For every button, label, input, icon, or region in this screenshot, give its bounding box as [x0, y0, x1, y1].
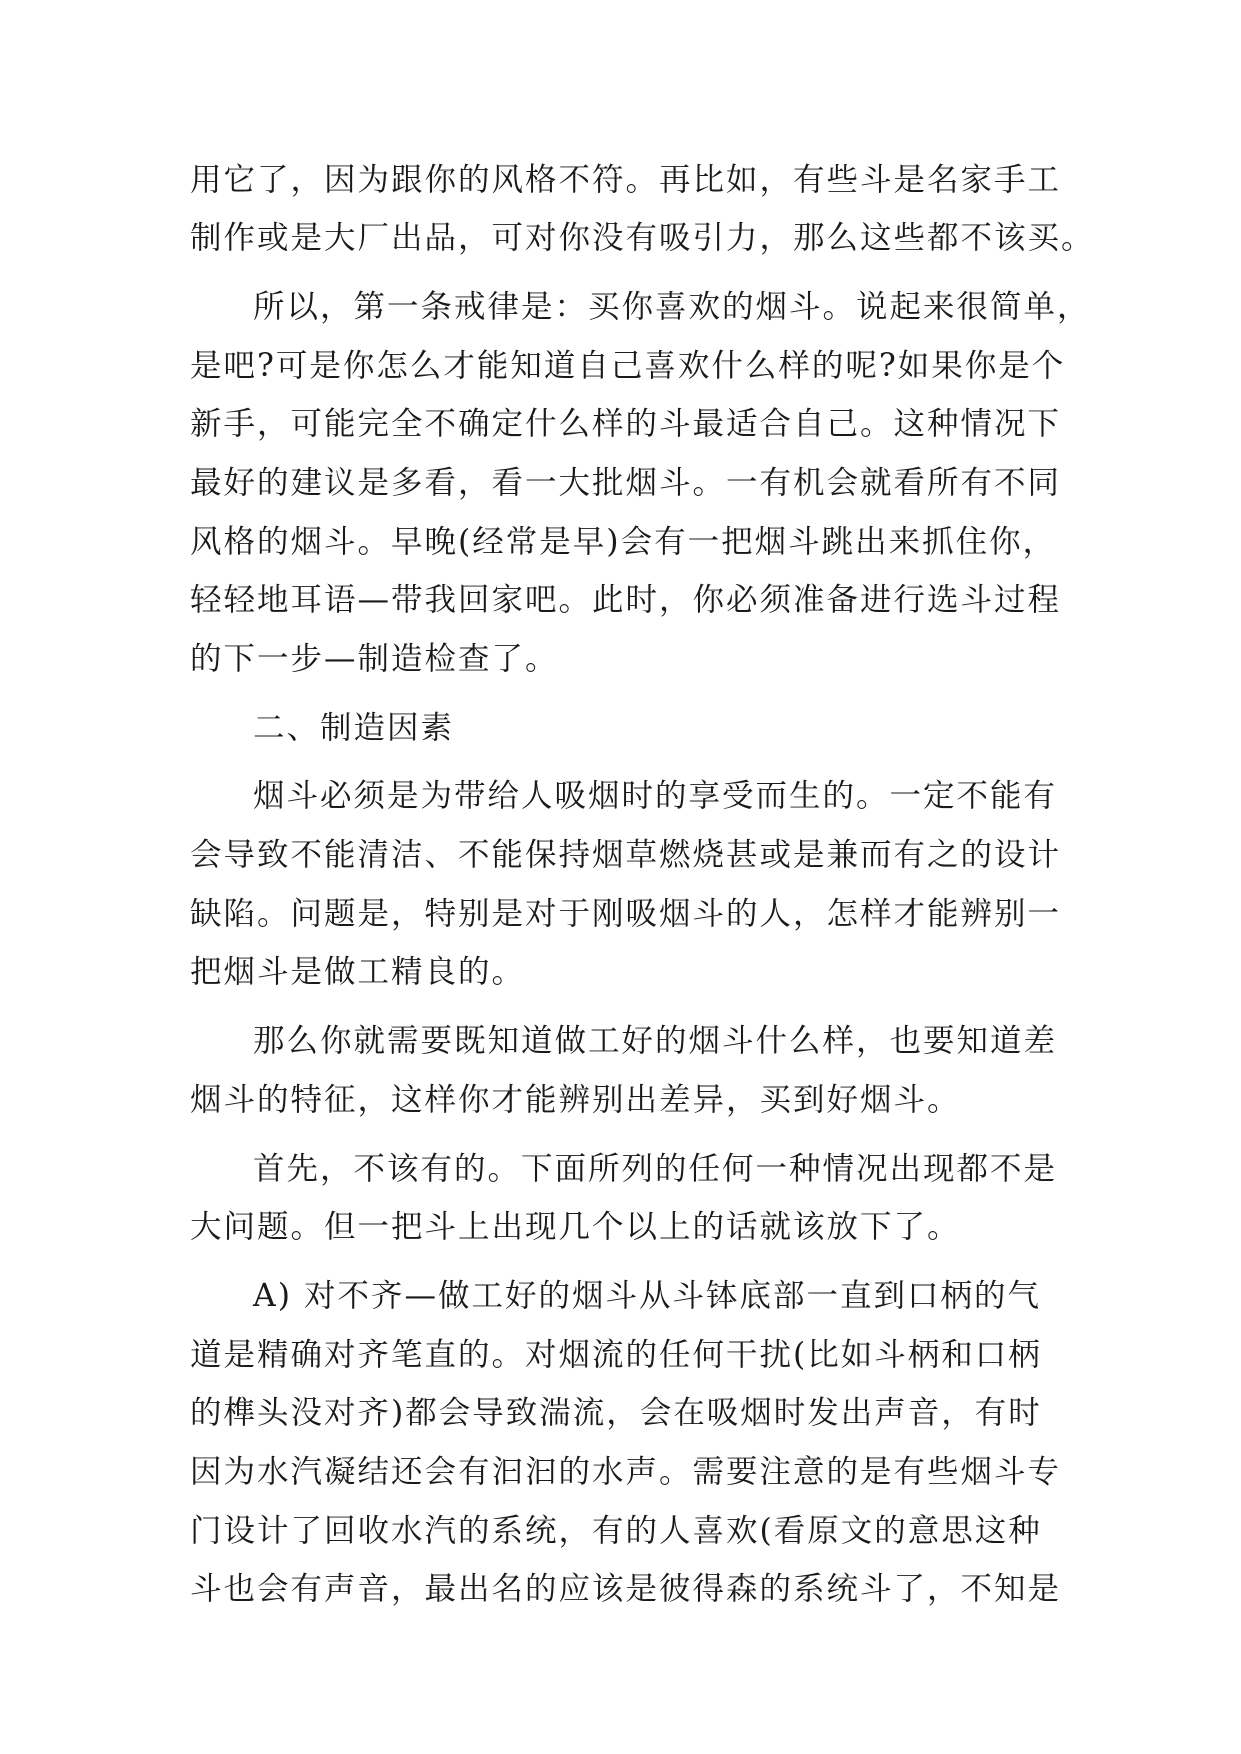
text-line: 大问题。但一把斗上出现几个以上的话就该放下了。	[190, 1209, 961, 1245]
text-line: 的下一步—制造检查了。	[190, 641, 559, 677]
paragraph-start-line: 那么你就需要既知道做工好的烟斗什么样，也要知道差	[253, 1023, 1058, 1059]
text-line: 最好的建议是多看，看一大批烟斗。一有机会就看所有不同	[190, 465, 1062, 501]
text-line: 会导致不能清洁、不能保持烟草燃烧甚或是兼而有之的设计	[190, 837, 1062, 873]
text-line: 门设计了回收水汽的系统，有的人喜欢(看原文的意思这种	[190, 1513, 1042, 1549]
text-line: 把烟斗是做工精良的。	[190, 954, 526, 990]
text-line: 斗也会有声音，最出名的应该是彼得森的系统斗了，不知是	[190, 1571, 1062, 1607]
paragraph-start-line: 首先，不该有的。下面所列的任何一种情况出现都不是	[253, 1151, 1058, 1187]
text-line: 用它了，因为跟你的风格不符。再比如，有些斗是名家手工	[190, 162, 1062, 198]
text-line: 的榫头没对齐)都会导致湍流，会在吸烟时发出声音，有时	[190, 1395, 1042, 1431]
text-line: 制作或是大厂出品，可对你没有吸引力，那么这些都不该买。	[190, 220, 1095, 256]
text-line: 因为水汽凝结还会有汩汩的水声。需要注意的是有些烟斗专	[190, 1454, 1062, 1490]
section-heading: 二、制造因素	[253, 710, 455, 746]
text-line: 风格的烟斗。早晚(经常是早)会有一把烟斗跳出来抓住你，	[190, 524, 1057, 560]
text-line: 道是精确对齐笔直的。对烟流的任何干扰(比如斗柄和口柄	[190, 1337, 1042, 1373]
paragraph-start-line: 烟斗必须是为带给人吸烟时的享受而生的。一定不能有	[253, 778, 1058, 814]
paragraph-start-line: 所以，第一条戒律是：买你喜欢的烟斗。说起来很简单，	[253, 289, 1091, 325]
text-line: 新手，可能完全不确定什么样的斗最适合自己。这种情况下	[190, 406, 1062, 442]
text-line: 是吧?可是你怎么才能知道自己喜欢什么样的呢?如果你是个	[190, 348, 1066, 384]
text-line: 烟斗的特征，这样你才能辨别出差异，买到好烟斗。	[190, 1082, 961, 1118]
text-line: 缺陷。问题是，特别是对于刚吸烟斗的人，怎样才能辨别一	[190, 896, 1062, 932]
paragraph-start-line: A) 对不齐—做工好的烟斗从斗钵底部一直到口柄的气	[253, 1278, 1042, 1314]
text-line: 轻轻地耳语—带我回家吧。此时，你必须准备进行选斗过程	[190, 582, 1062, 618]
